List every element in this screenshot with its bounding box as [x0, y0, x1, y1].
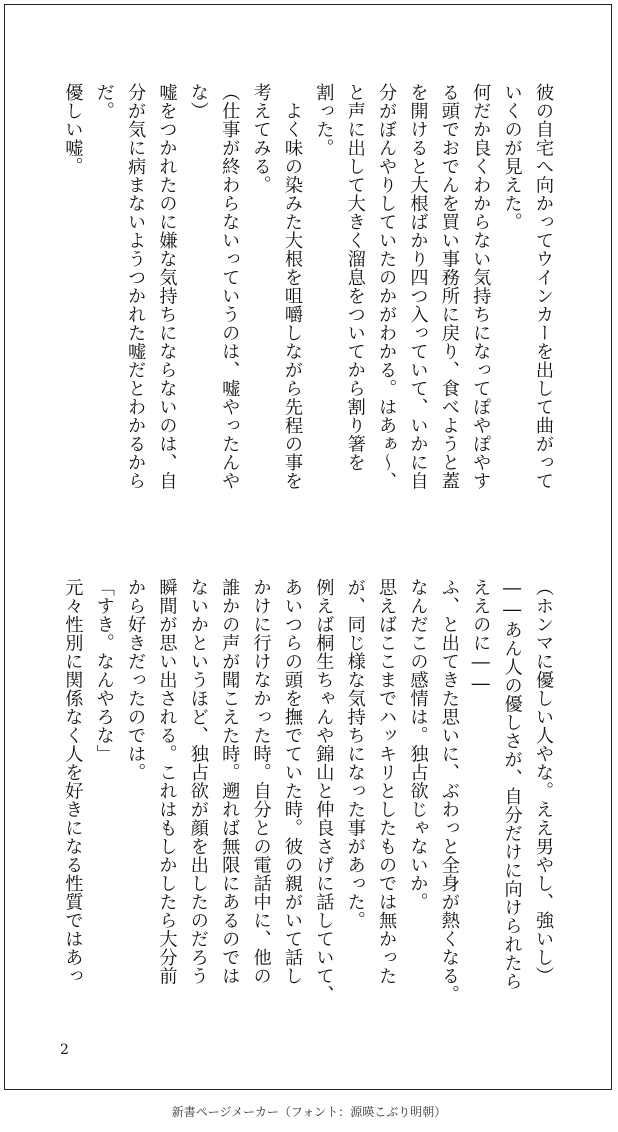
text-column: 例えば桐生ちゃんや錦山と仲良さげに話していて、	[313, 578, 335, 1004]
text-column: だ。	[93, 83, 115, 120]
footer-credit: 新書ページメーカー（フォント：源暎こぶり明朝）	[171, 1105, 447, 1119]
text-column: 嘘をつかれたのに嫌な気持ちにならないのは、自	[156, 83, 178, 490]
text-column: 何だか良くわからない気持ちになってぽやぽやす	[470, 83, 492, 490]
text-column: （仕事が終わらないっていうのは、嘘やったんや	[219, 83, 241, 490]
text-column: 思えばここまでハッキリとしたものでは無かった	[376, 578, 398, 985]
lower-text-block	[57, 578, 559, 1008]
text-column: かけに行けなかった時。自分との電話中に、他の	[250, 578, 272, 985]
text-column: なんだこの感情は。独占欲じゃないか。	[407, 578, 429, 911]
text-column: 元々性別に関係なく人を好きになる性質ではあっ	[62, 578, 84, 985]
text-column: な）	[187, 83, 209, 120]
text-column: と声に出して大きく溜息をついてから割り箸を	[344, 83, 366, 472]
text-column: よく味の染みた大根を咀嚼しながら先程の事を	[282, 83, 303, 490]
page-frame	[4, 4, 612, 1090]
text-column: を開けると大根ばかり四つ入っていて、いかに自	[407, 83, 429, 490]
text-column: 誰かの声が聞こえた時。遡れば無限にあるのでは	[219, 578, 241, 985]
text-column: 考えてみる。	[250, 83, 272, 194]
text-column: いくのが見えた。	[501, 83, 523, 231]
text-column: 「すき。なんやろな」	[93, 578, 115, 763]
text-column: から好きだったのでは。	[125, 578, 147, 782]
text-column: ふ、と出てきた思いに、ぶわっと全身が熱くなる。	[438, 578, 460, 1004]
text-column: ええのに――	[470, 578, 492, 695]
text-column: 瞬間が思い出される。これはもしかしたら大分前	[156, 578, 178, 985]
text-column: る頭でおでんを買い事務所に戻り、食べようと蓋	[438, 83, 460, 490]
text-column: ないかというほど、独占欲が顔を出したのだろう	[187, 578, 209, 985]
text-column: ――あん人の優しさが、自分だけに向けられたら	[501, 578, 523, 991]
text-column: あいつらの頭を撫でていた時。彼の親がいて話し	[282, 578, 303, 985]
text-column: 分がぼんやりしていたのかがわかる。はあぁ〜、	[376, 83, 398, 490]
text-column: 彼の自宅へ向かってウインカーを出して曲がって	[533, 83, 554, 490]
text-column: が、同じ様な気持ちになった事があった。	[344, 578, 366, 930]
upper-text-block	[57, 83, 559, 513]
page-number: 2	[60, 1042, 69, 1058]
text-column: 分が気に病まないようつかれた嘘だとわかるから	[125, 83, 147, 490]
text-column: 優しい嘘。	[62, 83, 84, 176]
text-column: 割った。	[313, 83, 335, 157]
text-column: （ホンマに優しい人やな。ええ男やし、強いし）	[533, 578, 554, 985]
